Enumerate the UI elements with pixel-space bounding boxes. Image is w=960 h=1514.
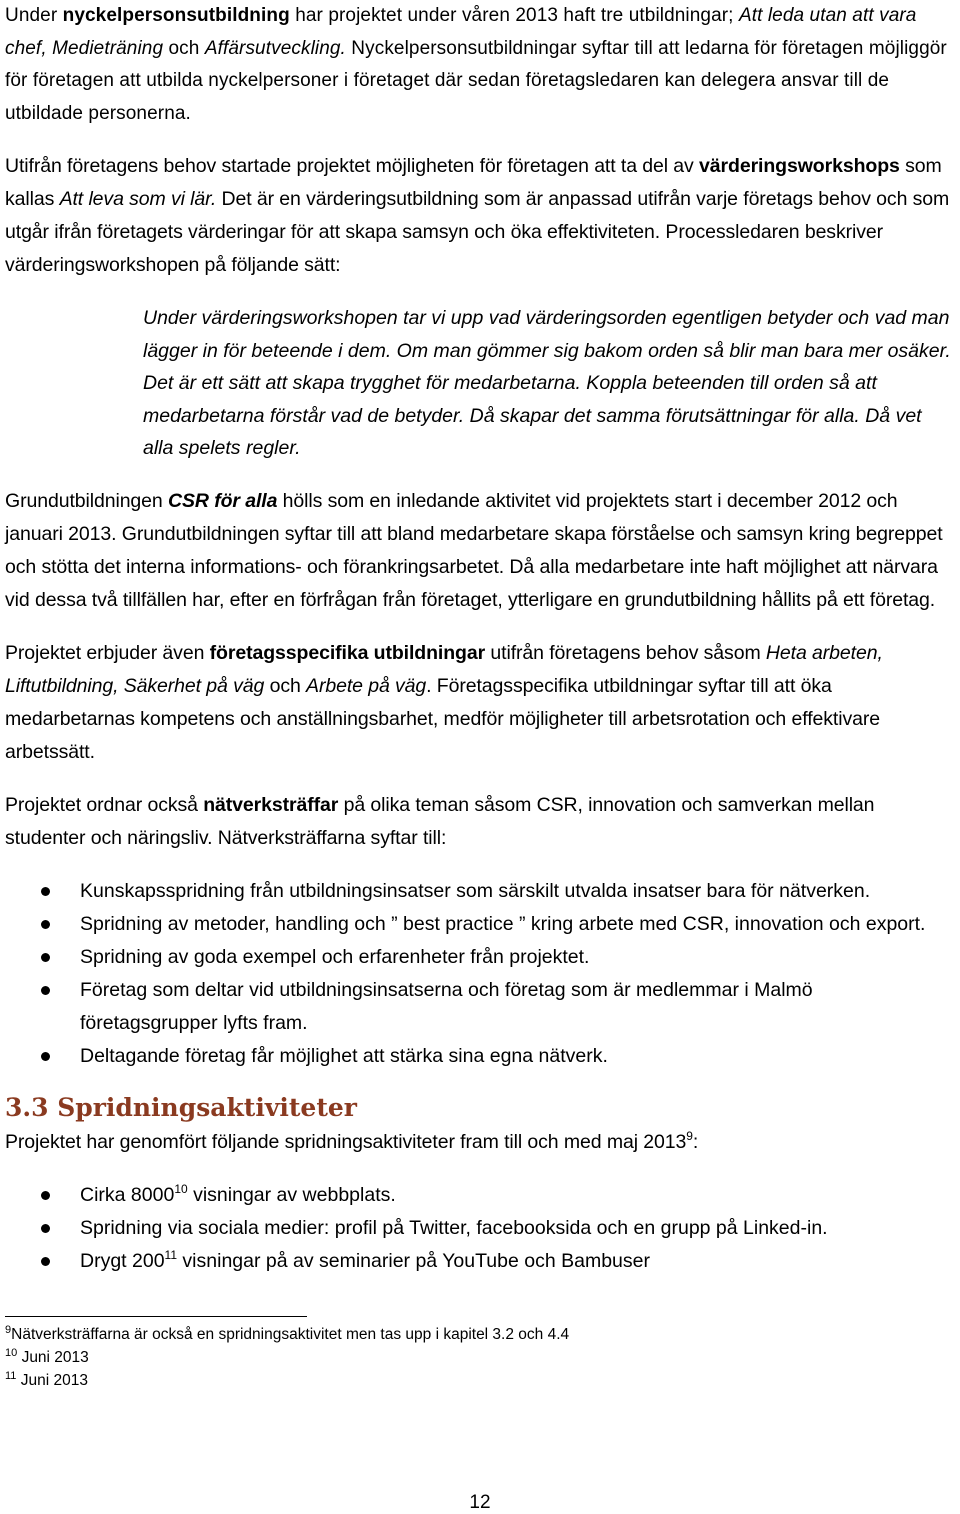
footnote-text: Juni 2013 [21, 1348, 89, 1366]
text: och [163, 37, 205, 59]
term-foretagsspecifika: företagsspecifika utbildningar [209, 641, 486, 664]
section-heading: 3.3 Spridningsaktiviteter [5, 1092, 357, 1122]
course-name: Affärsutveckling. [204, 37, 346, 59]
text: hölls som en inledande aktivitet vid projektets start i december 2012 och januari 2013. Grundutbildningen syftar till att bland medarbetare skapa förståelse och samsyn kring begreppet och stötta det interna informations- och förankringsarbetet. Då alla medarbetare inte haft möjlighet att närvara vid dessa två tillfällen har, efter en förfrågan från företaget, ytterligare en grundutbildning hållits på ett företag. [5, 489, 943, 611]
list-item-text: Deltagande företag får möjlighet att stärka sina egna nätverk. [80, 1044, 608, 1067]
text: Projektet ordnar också [5, 793, 204, 816]
footnote-ref[interactable]: 11 [164, 1247, 178, 1262]
paragraph-natverkstraffar [5, 789, 957, 855]
footnote-number: 9 [5, 1323, 12, 1336]
term-varderingsworkshops: värderingsworkshops [699, 155, 900, 177]
text: Det är en värderingsutbildning som är anpassad utifrån varje företags behov och som utgår ifrån företagets värderingar för att skapa samsyn och öka effektiviteten. Processledaren beskriver värderingsworkshopen på följande sätt: [5, 188, 950, 276]
text: och [264, 674, 307, 697]
list-item-text: visningar av webbplats. [187, 1183, 396, 1206]
workshop-name: Att leva som vi lär. [59, 188, 217, 210]
spacer [5, 769, 957, 789]
page-number: 12 [469, 1492, 491, 1513]
text: : [692, 1130, 699, 1153]
text: Grundutbildningen [5, 489, 168, 512]
list-item-text: visningar på av seminarier på YouTube och Bambuser [177, 1249, 650, 1272]
footnote-ref[interactable]: 10 [174, 1181, 188, 1196]
spacer [5, 617, 957, 637]
list-item [5, 1245, 955, 1278]
list-item [5, 875, 955, 908]
spacer [5, 855, 957, 875]
spacer [5, 1073, 957, 1090]
list-item-text: Företag som deltar vid utbildningsinsatserna och företag som är medlemmar i Malmö företagsgrupper lyfts fram. [80, 978, 813, 1034]
bullet-icon [41, 1257, 50, 1266]
course-names: Att leda utan att vara chef, Medieträning [5, 5, 917, 59]
footnote-number: 10 [5, 1346, 18, 1359]
list-item-text: Spridning av metoder, handling och ” best practice ” kring arbete med CSR, innovation och export. [80, 912, 926, 935]
bullet-icon [41, 920, 50, 929]
spacer [5, 1159, 957, 1179]
footnote-number: 11 [5, 1369, 17, 1382]
list-item [5, 1212, 955, 1245]
bullet-icon [41, 1191, 50, 1200]
footnote [5, 1369, 957, 1392]
bullet-list-natverk [5, 875, 957, 1073]
paragraph-varderingsworkshops [5, 150, 957, 282]
course-name: Arbete på väg [306, 674, 427, 697]
term-nyckelpersonsutbildning: nyckelpersonsutbildning [62, 5, 290, 26]
text: Utifrån företagens behov startade projektet möjligheten för företagen att ta del av [5, 155, 700, 177]
footnote [5, 1346, 957, 1369]
paragraph-spridning [5, 1126, 957, 1159]
text: på olika teman såsom CSR, innovation och samverkan mellan studenter och näringsliv. Nätverksträffarna syftar till: [5, 793, 875, 849]
footnote-text: Juni 2013 [20, 1371, 88, 1389]
text: Projektet har genomfört följande spridningsaktiviteter fram till och med maj 2013 [5, 1130, 687, 1153]
document-page [5, 0, 957, 1392]
list-item-text: Spridning via sociala medier: profil på Twitter, facebooksida och en grupp på Linked-in. [80, 1216, 828, 1239]
text: har projektet under våren 2013 haft tre utbildningar; [289, 5, 739, 26]
list-item-text: Kunskapsspridning från utbildningsinsatser som särskilt utvalda insatser bara för nätverken. [80, 879, 871, 902]
list-item [5, 974, 955, 1040]
spacer [5, 130, 957, 150]
bullet-icon [41, 887, 50, 896]
text: utifrån företagens behov såsom [485, 641, 766, 664]
list-item-text: Spridning av goda exempel och erfarenheter från projektet. [80, 945, 590, 968]
spacer [5, 465, 957, 485]
text: Nyckelpersonsutbildningar syftar till att ledarna för företagen möjliggör för företagen att utbilda nyckelpersoner i företaget där sedan företagsledaren kan delegera ansvar till de utbildade personerna. [5, 37, 947, 124]
course-names: Heta arbeten, Liftutbildning, Säkerhet på väg [5, 641, 883, 697]
list-item [5, 941, 955, 974]
paragraph-nyckelperson [5, 0, 957, 130]
list-item-text: Cirka 8000 [80, 1183, 175, 1206]
footnote-ref[interactable]: 9 [686, 1128, 693, 1143]
text: som kallas [5, 155, 942, 210]
bullet-icon [41, 1224, 50, 1233]
bullet-icon [41, 986, 50, 995]
footnote [5, 1323, 957, 1346]
text: Under [5, 5, 63, 26]
term-csr-for-alla: CSR för alla [168, 489, 278, 512]
list-item-text: Drygt 200 [80, 1249, 165, 1272]
footnote-text: Nätverksträffarna är också en spridningsaktivitet men tas upp i kapitel 3.2 och 4.4 [11, 1325, 570, 1343]
block-quote: Under värderingsworkshopen tar vi upp vad värderingsorden egentligen betyder och vad man lägger in för beteende i dem. Om man gömmer sig bakom orden så blir man bara mer osäker. Det är ett sätt att skapa trygghet för medarbetarna. Koppla beteenden till orden så att medarbetarna förstår vad de betyder. Då skapar det samma förutsättningar för alla. Då vet alla spelets regler. [143, 307, 951, 459]
bullet-list-spridning [5, 1179, 957, 1278]
text: . Företagsspecifika utbildningar syftar till att öka medarbetarnas kompetens och anställningsbarhet, medför möjligheter till arbetsrotation och effektivare arbetssätt. [5, 674, 881, 763]
bullet-icon [41, 953, 50, 962]
spacer [5, 1278, 957, 1316]
list-item [5, 1040, 955, 1073]
list-item [5, 908, 955, 941]
paragraph-foretagsspecifika [5, 637, 957, 769]
bullet-icon [41, 1052, 50, 1061]
text: Projektet erbjuder även [5, 641, 210, 664]
term-natverkstraffar: nätverksträffar [203, 793, 339, 816]
list-item [5, 1179, 955, 1212]
spacer [5, 282, 957, 302]
paragraph-grundutbildning [5, 485, 957, 617]
